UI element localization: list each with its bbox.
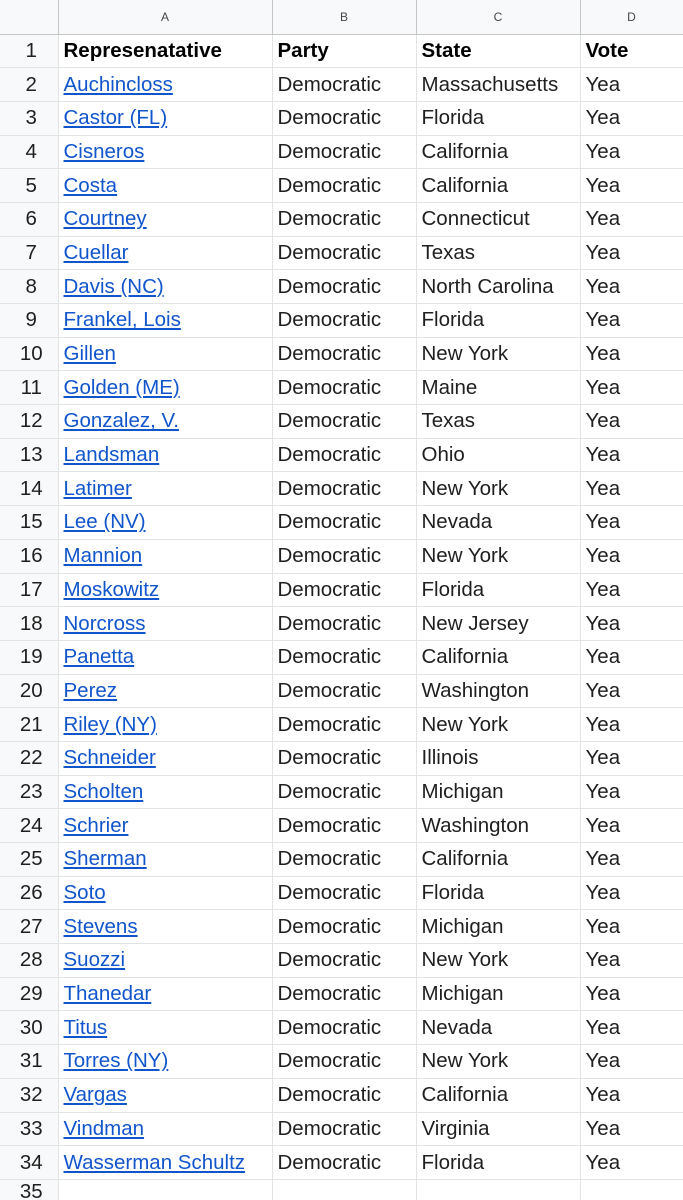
vote-cell[interactable]: Yea — [580, 101, 683, 135]
table-row — [0, 371, 683, 405]
empty-cell[interactable] — [58, 1179, 272, 1200]
vote-cell[interactable]: Yea — [580, 371, 683, 405]
state-cell[interactable]: Michigan — [416, 910, 580, 944]
vote-cell[interactable]: Yea — [580, 236, 683, 270]
representative-cell[interactable] — [58, 304, 272, 338]
party-cell[interactable]: Democratic — [272, 674, 416, 708]
vote-cell[interactable]: Yea — [580, 775, 683, 809]
party-cell[interactable]: Democratic — [272, 202, 416, 236]
party-cell[interactable]: Democratic — [272, 169, 416, 203]
table-row — [0, 674, 683, 708]
party-cell[interactable]: Democratic — [272, 438, 416, 472]
representative-cell[interactable] — [58, 506, 272, 540]
table-row — [0, 876, 683, 910]
party-cell[interactable]: Democratic — [272, 775, 416, 809]
empty-cell[interactable] — [580, 1179, 683, 1200]
representative-cell[interactable] — [58, 1146, 272, 1180]
party-cell[interactable]: Democratic — [272, 640, 416, 674]
representative-link[interactable]: Castor (FL) — [63, 106, 168, 130]
representative-link[interactable]: Titus — [63, 1015, 108, 1039]
row-number[interactable]: 29 — [0, 977, 58, 1011]
state-cell[interactable]: Michigan — [416, 977, 580, 1011]
table-row — [0, 1045, 683, 1079]
representative-cell[interactable] — [58, 607, 272, 641]
state-cell[interactable]: New York — [416, 472, 580, 506]
vote-cell[interactable]: Yea — [580, 1011, 683, 1045]
party-cell[interactable]: Democratic — [272, 304, 416, 338]
representative-link[interactable]: Sherman — [63, 847, 147, 871]
table-row — [0, 68, 683, 102]
state-cell[interactable]: North Carolina — [416, 270, 580, 304]
vote-cell[interactable]: Yea — [580, 304, 683, 338]
representative-cell[interactable] — [58, 236, 272, 270]
column-header-b[interactable]: B — [272, 0, 416, 34]
table-row — [0, 539, 683, 573]
table-row — [0, 1011, 683, 1045]
row-number[interactable]: 21 — [0, 708, 58, 742]
vote-cell[interactable]: Yea — [580, 68, 683, 102]
row-number[interactable]: 19 — [0, 640, 58, 674]
vote-cell[interactable]: Yea — [580, 910, 683, 944]
representative-link[interactable]: Lee (NV) — [63, 510, 146, 534]
representative-link[interactable]: Soto — [63, 881, 106, 905]
representative-cell[interactable] — [58, 337, 272, 371]
column-header-d[interactable]: D — [580, 0, 683, 34]
state-cell[interactable]: Connecticut — [416, 202, 580, 236]
row-number[interactable]: 20 — [0, 674, 58, 708]
row-number[interactable]: 4 — [0, 135, 58, 169]
representative-link[interactable]: Mannion — [63, 544, 143, 568]
vote-cell[interactable]: Yea — [580, 876, 683, 910]
party-cell[interactable]: Democratic — [272, 472, 416, 506]
representative-cell[interactable] — [58, 539, 272, 573]
empty-row — [0, 1179, 683, 1200]
vote-cell[interactable]: Yea — [580, 270, 683, 304]
row-number[interactable]: 9 — [0, 304, 58, 338]
row-number[interactable]: 18 — [0, 607, 58, 641]
party-cell[interactable]: Democratic — [272, 405, 416, 439]
state-cell[interactable]: Florida — [416, 1146, 580, 1180]
state-cell[interactable]: New York — [416, 944, 580, 978]
representative-cell[interactable] — [58, 405, 272, 439]
party-cell[interactable]: Democratic — [272, 607, 416, 641]
representative-link[interactable]: Thanedar — [63, 982, 152, 1006]
representative-cell[interactable] — [58, 169, 272, 203]
row-number[interactable]: 13 — [0, 438, 58, 472]
row-number[interactable]: 17 — [0, 573, 58, 607]
representative-cell[interactable] — [58, 674, 272, 708]
party-cell[interactable]: Democratic — [272, 135, 416, 169]
state-cell[interactable]: Michigan — [416, 775, 580, 809]
party-cell[interactable]: Democratic — [272, 539, 416, 573]
row-number[interactable]: 6 — [0, 202, 58, 236]
state-cell[interactable]: Virginia — [416, 1112, 580, 1146]
party-cell[interactable]: Democratic — [272, 573, 416, 607]
representative-link[interactable]: Stevens — [63, 914, 138, 938]
representative-link[interactable]: Suozzi — [63, 948, 126, 972]
representative-link[interactable]: Moskowitz — [63, 577, 160, 601]
state-cell[interactable]: New York — [416, 708, 580, 742]
vote-cell[interactable]: Yea — [580, 977, 683, 1011]
representative-cell[interactable] — [58, 775, 272, 809]
state-cell[interactable]: Florida — [416, 101, 580, 135]
party-cell[interactable]: Democratic — [272, 741, 416, 775]
vote-cell[interactable]: Yea — [580, 506, 683, 540]
representative-cell[interactable] — [58, 101, 272, 135]
representative-link[interactable]: Gillen — [63, 342, 116, 366]
table-row — [0, 1146, 683, 1180]
vote-cell[interactable]: Yea — [580, 169, 683, 203]
representative-link[interactable]: Wasserman Schultz — [63, 1150, 246, 1174]
party-cell[interactable]: Democratic — [272, 910, 416, 944]
row-number[interactable]: 10 — [0, 337, 58, 371]
representative-cell[interactable] — [58, 1011, 272, 1045]
party-cell[interactable]: Democratic — [272, 708, 416, 742]
representative-link[interactable]: Gonzalez, V. — [63, 409, 179, 433]
column-header-a[interactable]: A — [58, 0, 272, 34]
vote-cell[interactable]: Yea — [580, 640, 683, 674]
row-number[interactable]: 35 — [0, 1179, 58, 1200]
row-number[interactable]: 3 — [0, 101, 58, 135]
table-row — [0, 1112, 683, 1146]
party-cell[interactable]: Democratic — [272, 236, 416, 270]
row-number[interactable]: 28 — [0, 944, 58, 978]
representative-link[interactable]: Auchincloss — [63, 72, 173, 96]
vote-cell[interactable]: Yea — [580, 337, 683, 371]
vote-cell[interactable]: Yea — [580, 1146, 683, 1180]
representative-cell[interactable] — [58, 910, 272, 944]
table-header-row — [0, 34, 683, 68]
party-cell[interactable]: Democratic — [272, 1045, 416, 1079]
representative-link[interactable]: Torres (NY) — [63, 1049, 169, 1073]
empty-cell[interactable] — [416, 1179, 580, 1200]
party-cell[interactable]: Democratic — [272, 270, 416, 304]
vote-cell[interactable]: Yea — [580, 944, 683, 978]
representative-link[interactable]: Schneider — [63, 746, 156, 770]
row-number[interactable]: 16 — [0, 539, 58, 573]
vote-cell[interactable]: Yea — [580, 741, 683, 775]
vote-cell[interactable]: Yea — [580, 809, 683, 843]
vote-cell[interactable]: Yea — [580, 539, 683, 573]
table-row — [0, 270, 683, 304]
row-number[interactable]: 2 — [0, 68, 58, 102]
row-number[interactable]: 1 — [0, 34, 58, 68]
table-row — [0, 337, 683, 371]
header-vote[interactable]: Vote — [580, 34, 683, 68]
representative-cell[interactable] — [58, 270, 272, 304]
party-cell[interactable]: Democratic — [272, 68, 416, 102]
representative-cell[interactable] — [58, 202, 272, 236]
vote-cell[interactable]: Yea — [580, 674, 683, 708]
representative-cell[interactable] — [58, 741, 272, 775]
representative-cell[interactable] — [58, 809, 272, 843]
table-row — [0, 640, 683, 674]
table-row — [0, 843, 683, 877]
representative-link[interactable]: Cuellar — [63, 240, 129, 264]
party-cell[interactable]: Democratic — [272, 101, 416, 135]
representative-link[interactable]: Vargas — [63, 1083, 127, 1107]
representative-cell[interactable] — [58, 472, 272, 506]
state-cell[interactable]: Florida — [416, 876, 580, 910]
row-number[interactable]: 27 — [0, 910, 58, 944]
party-cell[interactable]: Democratic — [272, 371, 416, 405]
row-number[interactable]: 34 — [0, 1146, 58, 1180]
row-number[interactable]: 7 — [0, 236, 58, 270]
row-number[interactable]: 5 — [0, 169, 58, 203]
table-row — [0, 169, 683, 203]
table-row — [0, 304, 683, 338]
state-cell[interactable]: New York — [416, 1045, 580, 1079]
vote-cell[interactable]: Yea — [580, 708, 683, 742]
state-cell[interactable]: Illinois — [416, 741, 580, 775]
state-cell[interactable]: Texas — [416, 236, 580, 270]
row-number[interactable]: 33 — [0, 1112, 58, 1146]
representative-cell[interactable] — [58, 640, 272, 674]
state-cell[interactable]: California — [416, 640, 580, 674]
representative-link[interactable]: Golden (ME) — [63, 375, 180, 399]
table-row — [0, 708, 683, 742]
party-cell[interactable]: Democratic — [272, 843, 416, 877]
representative-link[interactable]: Costa — [63, 173, 118, 197]
row-number[interactable]: 26 — [0, 876, 58, 910]
header-representative[interactable]: Represenatative — [58, 34, 272, 68]
table-row — [0, 405, 683, 439]
select-all-corner[interactable] — [0, 0, 58, 34]
column-header-c[interactable]: C — [416, 0, 580, 34]
representative-link[interactable]: Panetta — [63, 645, 135, 669]
representative-link[interactable]: Cisneros — [63, 139, 145, 163]
table-row — [0, 472, 683, 506]
row-number[interactable]: 30 — [0, 1011, 58, 1045]
vote-cell[interactable]: Yea — [580, 135, 683, 169]
state-cell[interactable]: Washington — [416, 809, 580, 843]
representative-link[interactable]: Latimer — [63, 476, 132, 500]
vote-cell[interactable]: Yea — [580, 843, 683, 877]
row-number[interactable]: 31 — [0, 1045, 58, 1079]
representative-link[interactable]: Scholten — [63, 779, 144, 803]
state-cell[interactable]: Florida — [416, 304, 580, 338]
row-number[interactable]: 22 — [0, 741, 58, 775]
state-cell[interactable]: Nevada — [416, 1011, 580, 1045]
representative-link[interactable]: Courtney — [63, 207, 147, 231]
representative-cell[interactable] — [58, 944, 272, 978]
state-cell[interactable]: New Jersey — [416, 607, 580, 641]
representative-cell[interactable] — [58, 371, 272, 405]
party-cell[interactable]: Democratic — [272, 506, 416, 540]
column-header-row — [0, 0, 683, 34]
table-row — [0, 775, 683, 809]
party-cell[interactable]: Democratic — [272, 876, 416, 910]
party-cell[interactable]: Democratic — [272, 337, 416, 371]
table-row — [0, 236, 683, 270]
vote-cell[interactable]: Yea — [580, 202, 683, 236]
representative-link[interactable]: Davis (NC) — [63, 274, 164, 298]
state-cell[interactable]: Nevada — [416, 506, 580, 540]
state-cell[interactable]: New York — [416, 337, 580, 371]
party-cell[interactable]: Democratic — [272, 1078, 416, 1112]
table-row — [0, 809, 683, 843]
representative-link[interactable]: Norcross — [63, 611, 146, 635]
party-cell[interactable]: Democratic — [272, 1112, 416, 1146]
vote-cell[interactable]: Yea — [580, 573, 683, 607]
party-cell[interactable]: Democratic — [272, 977, 416, 1011]
header-party[interactable]: Party — [272, 34, 416, 68]
representative-cell[interactable] — [58, 1045, 272, 1079]
table-row — [0, 944, 683, 978]
representative-cell[interactable] — [58, 1112, 272, 1146]
table-row — [0, 101, 683, 135]
state-cell[interactable]: California — [416, 135, 580, 169]
vote-cell[interactable]: Yea — [580, 1112, 683, 1146]
row-number[interactable]: 8 — [0, 270, 58, 304]
row-number[interactable]: 14 — [0, 472, 58, 506]
representative-cell[interactable] — [58, 977, 272, 1011]
empty-cell[interactable] — [272, 1179, 416, 1200]
state-cell[interactable]: Texas — [416, 405, 580, 439]
row-number[interactable]: 23 — [0, 775, 58, 809]
representative-cell[interactable] — [58, 573, 272, 607]
table-row — [0, 573, 683, 607]
state-cell[interactable]: Ohio — [416, 438, 580, 472]
table-row — [0, 1078, 683, 1112]
table-row — [0, 506, 683, 540]
representative-cell[interactable] — [58, 1078, 272, 1112]
row-number[interactable]: 32 — [0, 1078, 58, 1112]
representative-cell[interactable] — [58, 135, 272, 169]
row-number[interactable]: 11 — [0, 371, 58, 405]
row-number[interactable]: 25 — [0, 843, 58, 877]
party-cell[interactable]: Democratic — [272, 944, 416, 978]
state-cell[interactable]: Maine — [416, 371, 580, 405]
party-cell[interactable]: Democratic — [272, 1146, 416, 1180]
vote-cell[interactable]: Yea — [580, 405, 683, 439]
row-number[interactable]: 12 — [0, 405, 58, 439]
representative-link[interactable]: Vindman — [63, 1116, 145, 1140]
vote-cell[interactable]: Yea — [580, 607, 683, 641]
state-cell[interactable]: Florida — [416, 573, 580, 607]
representative-link[interactable]: Landsman — [63, 443, 160, 467]
state-cell[interactable]: California — [416, 169, 580, 203]
party-cell[interactable]: Democratic — [272, 809, 416, 843]
vote-cell[interactable]: Yea — [580, 472, 683, 506]
party-cell[interactable]: Democratic — [272, 1011, 416, 1045]
representative-cell[interactable] — [58, 708, 272, 742]
table-row — [0, 910, 683, 944]
state-cell[interactable]: Washington — [416, 674, 580, 708]
state-cell[interactable]: California — [416, 843, 580, 877]
state-cell[interactable]: Massachusetts — [416, 68, 580, 102]
representative-link[interactable]: Frankel, Lois — [63, 308, 181, 332]
representative-cell[interactable] — [58, 876, 272, 910]
table-row — [0, 202, 683, 236]
representative-cell[interactable] — [58, 843, 272, 877]
header-state[interactable]: State — [416, 34, 580, 68]
table-row — [0, 438, 683, 472]
representative-cell[interactable] — [58, 68, 272, 102]
row-number[interactable]: 15 — [0, 506, 58, 540]
state-cell[interactable]: California — [416, 1078, 580, 1112]
vote-cell[interactable]: Yea — [580, 1078, 683, 1112]
representative-link[interactable]: Schrier — [63, 813, 129, 837]
row-number[interactable]: 24 — [0, 809, 58, 843]
table-row — [0, 977, 683, 1011]
table-row — [0, 135, 683, 169]
state-cell[interactable]: New York — [416, 539, 580, 573]
table-row — [0, 741, 683, 775]
representative-link[interactable]: Perez — [63, 678, 118, 702]
vote-cell[interactable]: Yea — [580, 1045, 683, 1079]
representative-link[interactable]: Riley (NY) — [63, 712, 157, 736]
table-row — [0, 607, 683, 641]
representative-cell[interactable] — [58, 438, 272, 472]
vote-cell[interactable]: Yea — [580, 438, 683, 472]
